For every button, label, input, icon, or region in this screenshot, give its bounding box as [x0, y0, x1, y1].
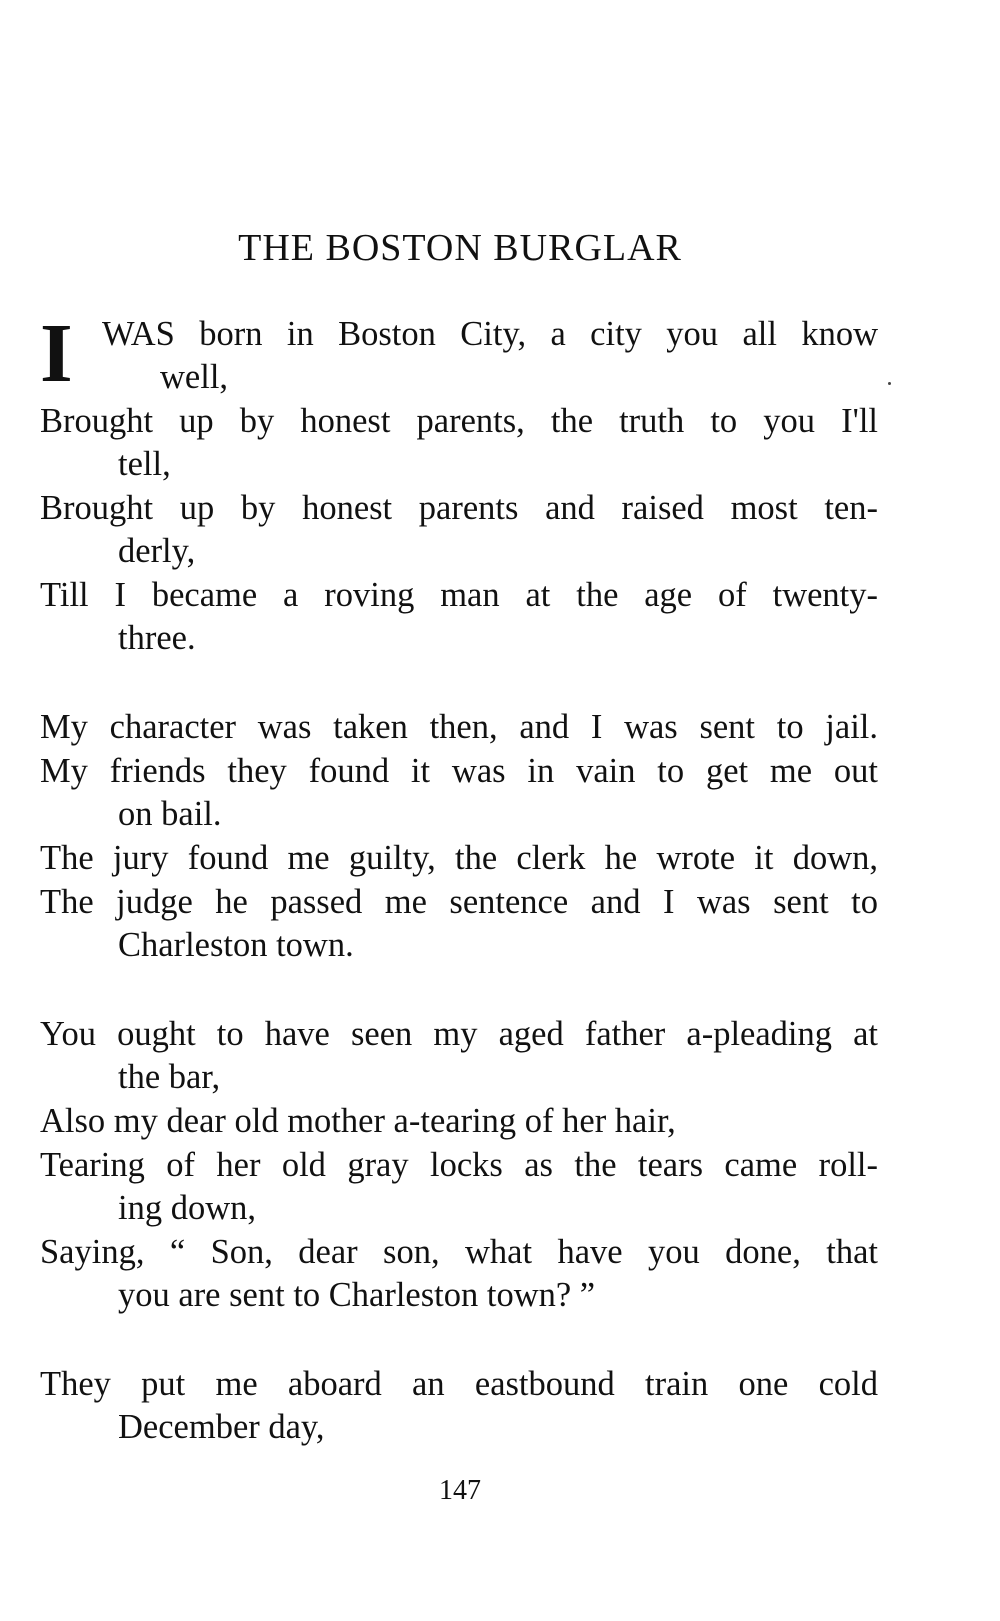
stanza-1-line-3-continuation: derly, [118, 532, 196, 570]
stanza-1-line-1-continuation: well, [160, 358, 229, 396]
stanza-2-line-2: My friends they found it was in vain to get me out [40, 752, 878, 790]
poem-title: THE BOSTON BURGLAR [238, 227, 682, 269]
stanza-1 [40, 307, 878, 660]
stanza-2 [40, 705, 878, 967]
stanza-1-line-2: Brought up by honest parents, the truth to you I'll [40, 402, 878, 440]
poem-body [40, 307, 878, 1449]
stanza-4-line-1-continuation: December day, [118, 1408, 325, 1446]
stanza-2-line-3: The jury found me guilty, the clerk he wrote it down, [40, 839, 878, 877]
stanza-2-line-1: My character was taken then, and I was sent to jail. [40, 708, 878, 746]
print-speck [888, 382, 891, 385]
stanza-1-line-2-continuation: tell, [118, 445, 171, 483]
stanza-1-line-3: Brought up by honest parents and raised most ten- [40, 489, 878, 527]
stanza-2-line-4-continuation: Charleston town. [118, 926, 354, 964]
stanza-3-line-2: Also my dear old mother a-tearing of her hair, [40, 1102, 676, 1140]
stanza-3-line-1-continuation: the bar, [118, 1058, 221, 1096]
page-number: 147 [439, 1475, 481, 1506]
stanza-3-line-1: You ought to have seen my aged father a-pleading at [40, 1015, 878, 1053]
line-text: WAS born in Boston City, a city you all know [102, 315, 878, 353]
stanza-2-line-4: The judge he passed me sentence and I was sent to [40, 883, 878, 921]
stanza-2-line-2-continuation: on bail. [118, 795, 222, 833]
stanza-gap [40, 660, 878, 705]
stanza-1-line-4: Till I became a roving man at the age of twenty- [40, 576, 878, 614]
drop-cap: I [40, 307, 73, 400]
stanza-1-line-4-continuation: three. [118, 619, 196, 657]
stanza-3-line-4: Saying, “ Son, dear son, what have you done, that [40, 1233, 878, 1271]
stanza-gap [40, 967, 878, 1012]
stanza-gap [40, 1317, 878, 1362]
stanza-4 [40, 1362, 878, 1449]
stanza-3-line-3-continuation: ing down, [118, 1189, 256, 1227]
stanza-3-line-3: Tearing of her old gray locks as the tears came roll- [40, 1146, 878, 1184]
stanza-3-line-4-continuation: you are sent to Charleston town? ” [118, 1276, 596, 1314]
stanza-3 [40, 1012, 878, 1317]
stanza-4-line-1: They put me aboard an eastbound train one cold [40, 1365, 878, 1403]
